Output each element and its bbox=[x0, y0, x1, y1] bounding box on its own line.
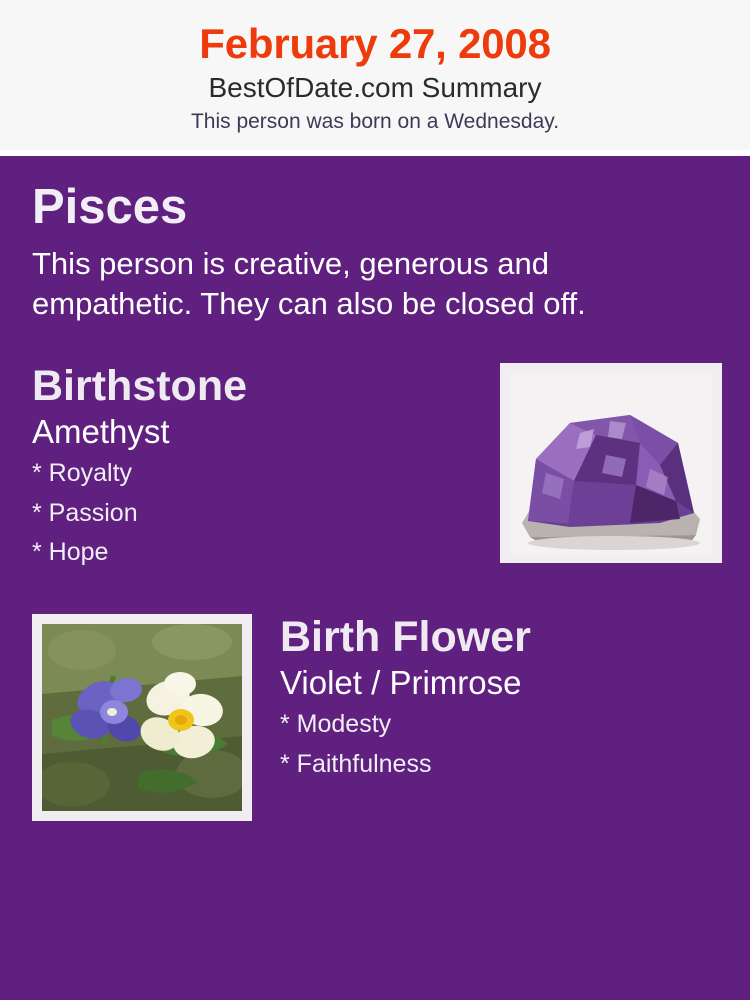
birthstone-image bbox=[500, 363, 722, 563]
amethyst-crystal-icon bbox=[510, 373, 712, 553]
birth-flower-image bbox=[32, 614, 252, 821]
birthstone-trait: * Hope bbox=[32, 538, 109, 567]
card-header bbox=[0, 0, 750, 150]
birth-flower-image-inner bbox=[42, 624, 242, 811]
zodiac-sign-name: Pisces bbox=[32, 180, 188, 235]
card-body bbox=[0, 156, 750, 1000]
birthstone-section bbox=[32, 363, 722, 578]
birth-flower-title: Birth Flower bbox=[280, 613, 531, 662]
site-summary-label: BestOfDate.com Summary bbox=[208, 72, 542, 104]
zodiac-description: This person is creative, generous and empathetic. They can also be closed off. bbox=[32, 245, 586, 321]
birth-weekday-note: This person was born on a Wednesday. bbox=[190, 110, 560, 134]
birth-flower-section bbox=[32, 614, 722, 829]
zodiac-section bbox=[32, 182, 722, 323]
birthstone-trait: * Royalty bbox=[32, 459, 133, 488]
birthstone-trait: * Passion bbox=[32, 498, 138, 527]
birth-flower-text bbox=[280, 614, 722, 778]
birthstone-text bbox=[32, 363, 462, 567]
violet-primrose-flower-icon bbox=[42, 624, 242, 811]
birthstone-name: Amethyst bbox=[32, 412, 170, 450]
birth-flower-name: Violet / Primrose bbox=[280, 663, 522, 701]
birth-flower-trait: * Modesty bbox=[280, 710, 392, 739]
birthstone-title: Birthstone bbox=[32, 362, 247, 411]
page-title: February 27, 2008 bbox=[199, 20, 551, 67]
birth-flower-trait: * Faithfulness bbox=[280, 749, 432, 778]
birthstone-image-inner bbox=[510, 373, 712, 553]
